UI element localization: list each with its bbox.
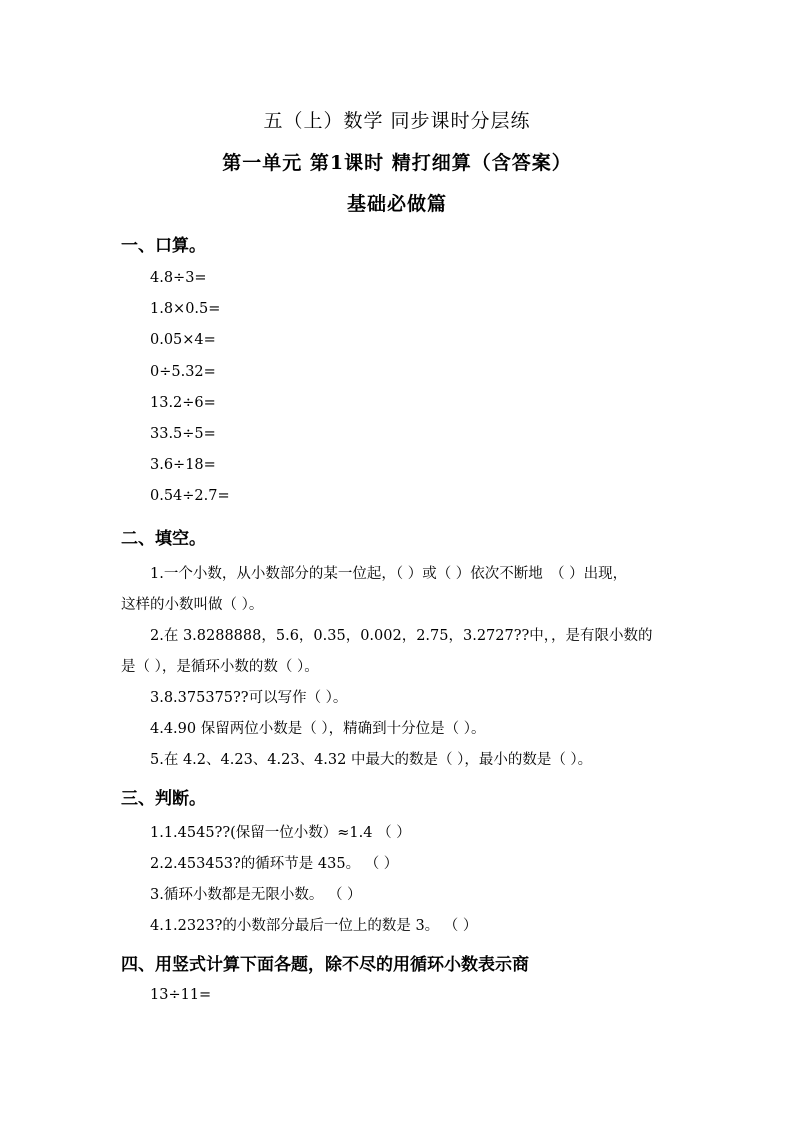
oral-calc-item: 33.5÷5= (150, 426, 216, 442)
part4-heading: 四、用竖式计算下面各题，除不尽的用循环小数表示商 (121, 955, 529, 975)
lesson-subtitle: 第一单元 第1课时 精打细算（含答案） (222, 152, 572, 174)
fill-blank-q1: 1.一个小数，从小数部分的某一位起，（ ）或（ ）依次不断地 （ ）出现， (150, 566, 628, 582)
part2-heading: 二、填空。 (121, 529, 206, 549)
judge-item: 3.循环小数都是无限小数。 （ ） (150, 887, 362, 903)
fill-blank-q3: 3.8.375375??可以写作（ ）。 (150, 690, 348, 706)
part3-heading: 三、判断。 (121, 789, 206, 809)
fill-blank-q2: 2.在 3.8288888，5.6，0.35，0.002，2.75，3.2727??中，，是有限小数的 (150, 628, 653, 644)
fill-blank-q1-cont: 这样的小数叫做（ ）。 (121, 597, 264, 613)
judge-item: 2.2.453453?的循环节是 435。 （ ） (150, 856, 399, 872)
fill-blank-q2-cont: 是（ ），是循环小数的数（ ）。 (121, 659, 319, 675)
oral-calc-item: 0.54÷2.7= (150, 488, 230, 504)
part1-heading: 一、口算。 (121, 236, 206, 256)
fill-blank-q5: 5.在 4.2、4.23、4.23、4.32 中最大的数是（ ），最小的数是（ ）。 (150, 752, 593, 768)
vertical-calc-item: 13÷11= (150, 987, 212, 1003)
oral-calc-item: 3.6÷18= (150, 457, 216, 473)
oral-calc-item: 0÷5.32= (150, 364, 216, 380)
oral-calc-item: 0.05×4= (150, 332, 216, 348)
oral-calc-item: 13.2÷6= (150, 395, 216, 411)
judge-item: 1.1.4545??(保留一位小数）≈1.4 （ ） (150, 825, 411, 841)
judge-item: 4.1.2323?的小数部分最后一位上的数是 3。 （ ） (150, 918, 478, 934)
fill-blank-q4: 4.4.90 保留两位小数是（ ），精确到十分位是（ ）。 (150, 721, 486, 737)
oral-calc-item: 1.8×0.5= (150, 301, 221, 317)
section-title: 基础必做篇 (346, 193, 447, 215)
page-title: 五（上）数学 同步课时分层练 (263, 110, 531, 132)
oral-calc-item: 4.8÷3= (150, 270, 207, 286)
